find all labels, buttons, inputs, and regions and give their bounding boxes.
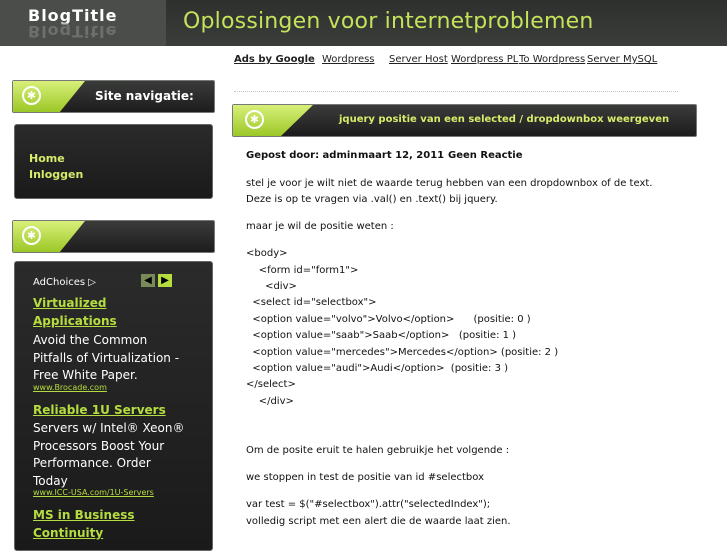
post-line: </div>: [246, 396, 294, 407]
ad-box: [14, 261, 213, 551]
adchoices-label: AdChoices: [33, 277, 86, 288]
nav-item-home[interactable]: Home: [29, 152, 65, 165]
post-comments[interactable]: Geen Reactie: [448, 150, 523, 161]
post-line: <option value="audi">Audi</option> (positie: 3 ): [246, 363, 509, 374]
post-line: volledig script met een alert die de waarde laat zien.: [246, 516, 511, 527]
nav-title-bar: [12, 80, 215, 113]
ad-link-server-host[interactable]: Server Host: [389, 54, 448, 65]
logo-reflection: BlogTitle: [28, 22, 118, 41]
header: [0, 0, 727, 46]
gear-icon: ✱: [22, 86, 41, 105]
ad-link-wordpress-pl[interactable]: Wordpress PL: [451, 54, 519, 65]
post-date: maart 12, 2011: [358, 150, 445, 161]
nav-box: [14, 124, 213, 199]
ad-url[interactable]: www.ICC-USA.com/1U-Servers: [33, 488, 154, 497]
nav-item-inloggen[interactable]: Inloggen: [29, 168, 84, 181]
ad-url[interactable]: www.Brocade.com: [33, 383, 107, 392]
adchoices-icon: ▷: [88, 277, 96, 288]
post-line: </select>: [246, 379, 296, 390]
logo-text: BlogTitle: [28, 6, 118, 25]
post-title-bar: [232, 104, 697, 137]
gear-icon: ✱: [245, 110, 264, 129]
ad-link-wordpress[interactable]: Wordpress: [322, 54, 375, 65]
post-line: <option value="saab">Saab</option> (positie: 1 ): [246, 330, 517, 341]
gear-icon: ✱: [22, 226, 41, 245]
post-line: <body>: [246, 248, 288, 259]
ad-title[interactable]: MS in Business Continuity: [33, 508, 135, 540]
divider: [234, 91, 678, 92]
ads-by-google-label[interactable]: Ads by Google: [234, 54, 315, 65]
sidebar: [10, 74, 217, 545]
ad-text: Avoid the Common Pitfalls of Virtualization - Free White Paper.: [33, 333, 180, 382]
post-author: Gepost door: admin: [246, 150, 358, 161]
post-line: <select id="selectbox">: [246, 297, 377, 308]
post-line: <div>: [246, 281, 297, 292]
post-line: we stoppen in test de positie van id #selectbox: [246, 472, 484, 483]
ad-link-server-mysql[interactable]: Server MySQL: [587, 54, 658, 65]
logo[interactable]: [14, 0, 164, 46]
post-line: maar je wil de positie weten :: [246, 221, 394, 232]
ad-title[interactable]: Virtualized Applications: [33, 296, 117, 328]
nav-title: Site navigatie:: [95, 89, 194, 103]
ad-title[interactable]: Reliable 1U Servers: [33, 403, 166, 417]
ad-text: Servers w/ Intel® Xeon® Processors Boost Your Performance. Order Today: [33, 421, 185, 488]
next-arrow-icon[interactable]: ▶: [158, 274, 172, 287]
prev-arrow-icon[interactable]: ◀: [141, 274, 155, 287]
post-line: <option value="volvo">Volvo</option> (positie: 0 ): [246, 314, 531, 325]
post-line: Om de posite eruit te halen gebruikje het volgende :: [246, 445, 510, 456]
adchoices[interactable]: [33, 277, 96, 288]
site-title: Oplossingen voor internetproblemen: [183, 9, 594, 34]
post-title[interactable]: jquery positie van een selected / dropdownbox weergeven: [339, 114, 670, 125]
post-line: stel je voor je wilt niet de waarde terug hebben van een dropdownbox of de text.: [246, 178, 653, 189]
post-line: <form id="form1">: [246, 265, 359, 276]
post-line: Deze is op te vragen via .val() en .text() bij jquery.: [246, 194, 498, 205]
post-line: var test = $("#selectbox").attr("selectedIndex");: [246, 499, 491, 510]
widget2-title-bar: [12, 220, 215, 253]
ad-link-to-wordpress[interactable]: To Wordpress: [519, 54, 586, 65]
post-line: <option value="mercedes">Mercedes</option> (positie: 2 ): [246, 347, 559, 358]
